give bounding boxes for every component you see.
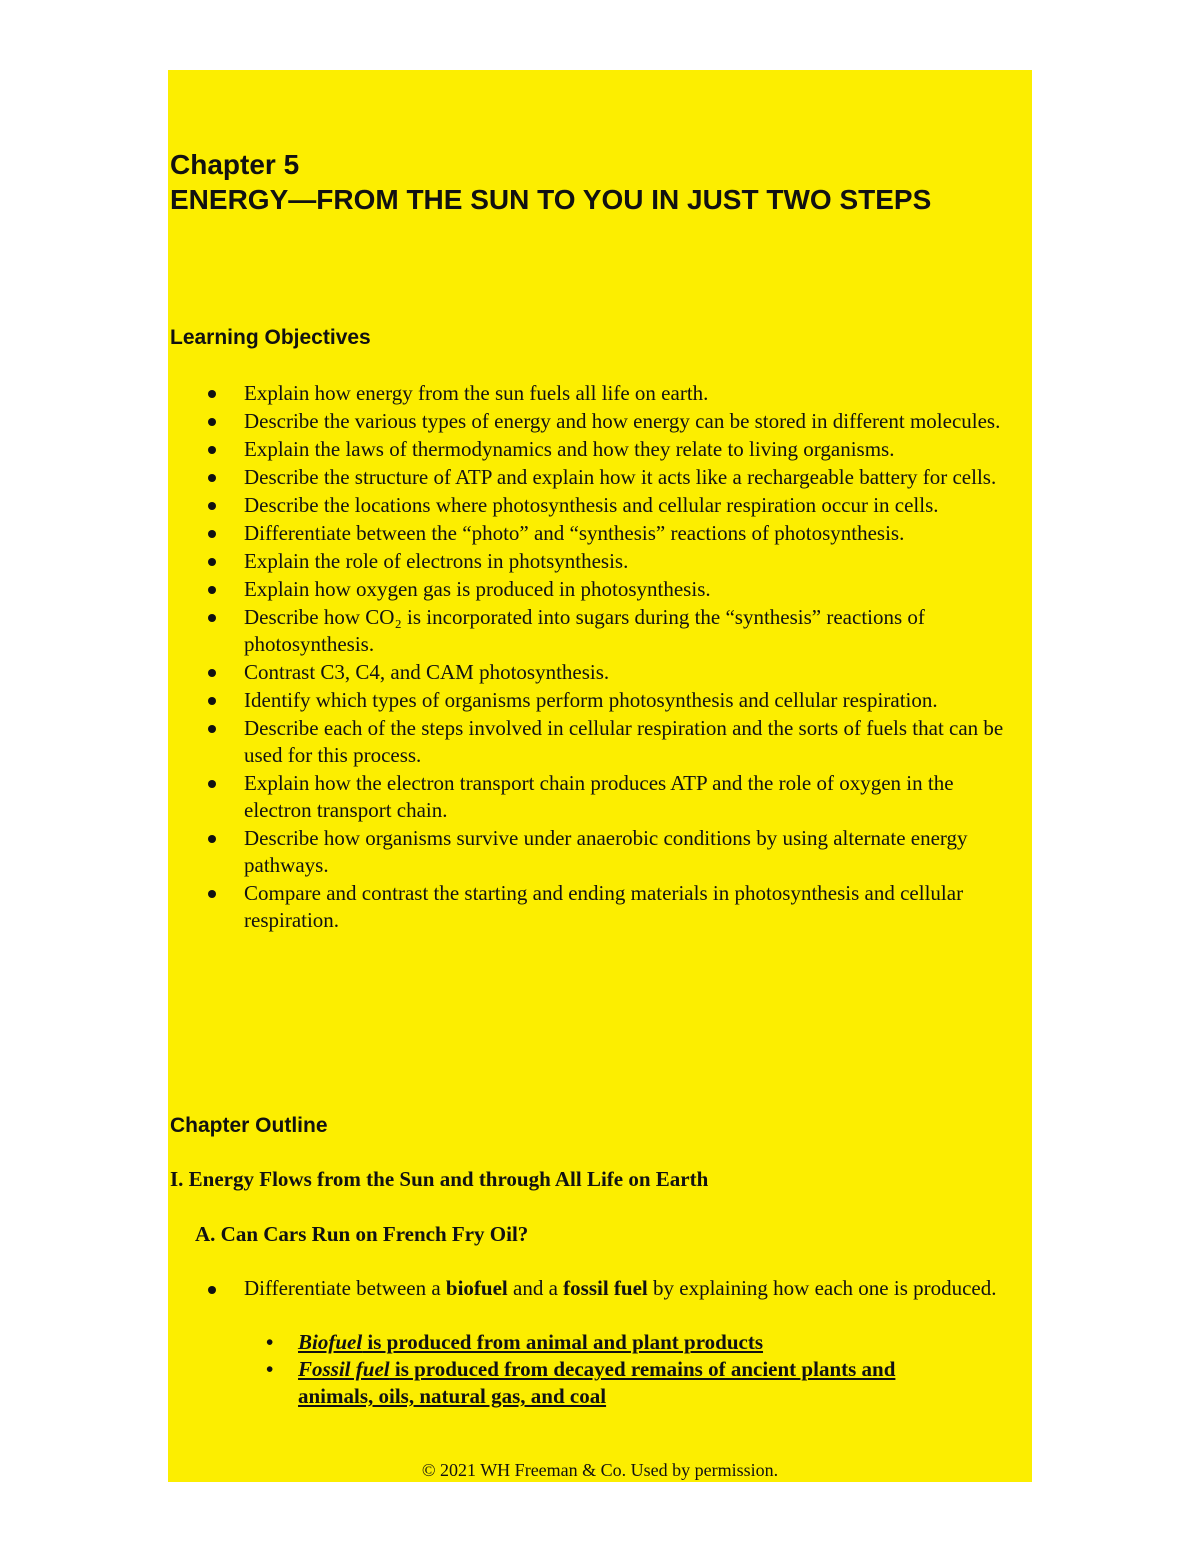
list-item: Compare and contrast the starting and ending materials in photosynthesis and cellular respiration. bbox=[168, 880, 1004, 934]
chapter-label: Chapter 5 bbox=[170, 149, 300, 180]
list-item: Describe how CO₂ is incorporated into sugars during the “synthesis” reactions of photosynthesis. bbox=[168, 604, 1004, 658]
bullet-icon bbox=[208, 446, 216, 454]
chapter-outline-heading: Chapter Outline bbox=[170, 1114, 328, 1137]
sub-bullet-icon: • bbox=[266, 1357, 274, 1381]
list-item: Explain how oxygen gas is produced in photosynthesis. bbox=[168, 576, 1004, 603]
list-item: Describe the various types of energy and how energy can be stored in different molecules. bbox=[168, 408, 1004, 435]
bullet-icon bbox=[208, 780, 216, 788]
list-item: Describe the structure of ATP and explain how it acts like a rechargeable battery for cells. bbox=[168, 464, 1004, 491]
section-heading-I: I. Energy Flows from the Sun and through All Life on Earth bbox=[170, 1167, 709, 1191]
answer-biofuel: • Biofuel is produced from animal and plant products bbox=[266, 1330, 764, 1354]
list-item: Explain how energy from the sun fuels all life on earth. bbox=[168, 380, 1004, 407]
list-item: Describe each of the steps involved in cellular respiration and the sorts of fuels that can be used for this process. bbox=[168, 715, 1004, 769]
list-item: Explain the laws of thermodynamics and how they relate to living organisms. bbox=[168, 436, 1004, 463]
list-item: Describe how organisms survive under anaerobic conditions by using alternate energy pathways. bbox=[168, 825, 1004, 879]
copyright-footer: © 2021 WH Freeman & Co. Used by permission. bbox=[421, 1460, 779, 1480]
bullet-icon bbox=[208, 502, 216, 510]
list-item: Explain how the electron transport chain produces ATP and the role of oxygen in the electron transport chain. bbox=[168, 770, 1004, 824]
list-item: Describe the locations where photosynthesis and cellular respiration occur in cells. bbox=[168, 492, 1004, 519]
list-item: Explain the role of electrons in photsynthesis. bbox=[168, 548, 1004, 575]
learning-objectives-heading: Learning Objectives bbox=[170, 326, 371, 349]
bullet-icon bbox=[208, 390, 216, 398]
chapter-title: ENERGY—FROM THE SUN TO YOU IN JUST TWO STEPS bbox=[170, 184, 932, 215]
bullet-icon bbox=[208, 725, 216, 733]
bullet-icon bbox=[208, 558, 216, 566]
bullet-icon bbox=[208, 418, 216, 426]
list-item: Contrast C3, C4, and CAM photosynthesis. bbox=[168, 659, 1004, 686]
bullet-icon bbox=[208, 614, 216, 622]
list-item: Differentiate between the “photo” and “synthesis” reactions of photosynthesis. bbox=[168, 520, 1004, 547]
bullet-icon bbox=[208, 530, 216, 538]
objectives-list bbox=[168, 380, 1028, 935]
question-text: Differentiate between a biofuel and a fossil fuel by explaining how each one is produced. bbox=[244, 1276, 997, 1300]
bullet-icon bbox=[208, 697, 216, 705]
bullet-icon bbox=[208, 474, 216, 482]
bullet-icon bbox=[208, 890, 216, 898]
bullet-icon bbox=[208, 669, 216, 677]
list-item: Identify which types of organisms perform photosynthesis and cellular respiration. bbox=[168, 687, 1004, 714]
bullet-icon bbox=[208, 835, 216, 843]
bullet-icon bbox=[208, 1286, 216, 1294]
answer-fossil-fuel: • Fossil fuel is produced from decayed remains of ancient plants and animals, oils, natural gas, and coal bbox=[266, 1357, 896, 1408]
document-page bbox=[168, 70, 1032, 1482]
section-heading-A: A. Can Cars Run on French Fry Oil? bbox=[195, 1222, 529, 1246]
bullet-icon bbox=[208, 586, 216, 594]
question-item bbox=[168, 1275, 1028, 1302]
sub-bullet-icon: • bbox=[266, 1330, 274, 1354]
